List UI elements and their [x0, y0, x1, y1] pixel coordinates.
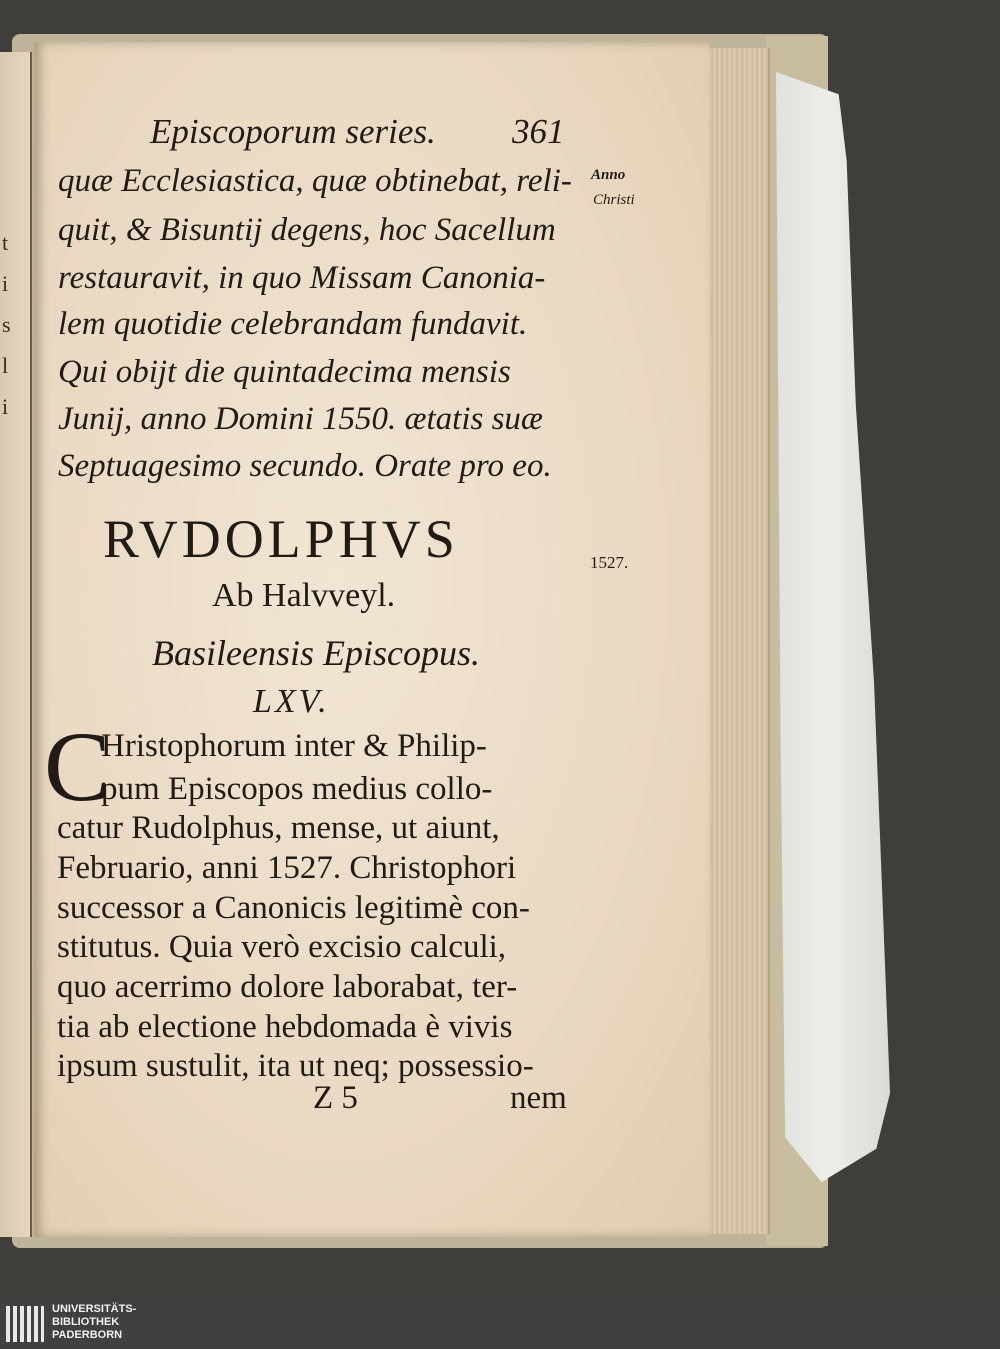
text-line: restauravit, in quo Missam Canonia-	[58, 260, 546, 296]
library-name-line: BIBLIOTHEK	[52, 1316, 120, 1328]
library-name-line: UNIVERSITÄTS-	[52, 1303, 137, 1315]
text-line: stitutus. Quia verò excisio calculi,	[57, 929, 507, 965]
text-line: quo acerrimo dolore laborabat, ter-	[57, 969, 518, 1005]
paper-slip	[776, 72, 890, 1182]
text-line: Junij, anno Domini 1550. ætatis suæ	[58, 401, 543, 437]
catchword: nem	[510, 1080, 567, 1116]
left-page-edge	[0, 52, 32, 1237]
running-title: Episcoporum series.	[150, 112, 436, 151]
text-line: Qui obijt die quintadecima mensis	[58, 354, 511, 390]
text-line: quæ Ecclesiastica, quæ obtinebat, reli-	[58, 163, 572, 199]
library-footer	[0, 1300, 1000, 1349]
text-line: ipsum sustulit, ita ut neq; possessio-	[57, 1048, 534, 1084]
text-line: Hristophorum inter & Philip-	[101, 728, 487, 764]
text-line: successor a Canonicis legitimè con-	[57, 890, 530, 926]
text-line: pum Episcopos medius collo-	[101, 771, 493, 807]
library-name-line: PADERBORN	[52, 1329, 123, 1341]
drop-cap: C	[44, 711, 111, 822]
bishop-title: Basileensis Episcopus.	[152, 633, 480, 673]
left-page-text: t i s l i	[2, 230, 11, 419]
margin-year: 1527.	[590, 553, 629, 572]
page-edges	[706, 48, 770, 1234]
margin-note-anno: Anno	[591, 167, 626, 183]
page-number: 361	[512, 112, 565, 151]
text-line: lem quotidie celebrandam fundavit.	[58, 306, 528, 342]
signature-mark: Z 5	[313, 1080, 358, 1116]
library-name	[52, 1303, 136, 1342]
text-line: tia ab electione hebdomada è vivis	[57, 1009, 513, 1045]
text-line: Septuagesimo secundo. Orate pro eo.	[58, 448, 552, 484]
bishop-name: RVDOLPHVS	[103, 509, 459, 569]
text-line: quit, & Bisuntij degens, hoc Sacellum	[58, 212, 556, 248]
text-line: catur Rudolphus, mense, ut aiunt,	[57, 810, 500, 846]
margin-note-christi: Christi	[593, 192, 635, 208]
bishop-family: Ab Halvveyl.	[212, 577, 396, 614]
text-line: Februario, anni 1527. Christophori	[57, 850, 517, 886]
bishop-number: LXV.	[253, 683, 330, 720]
library-logo-icon	[6, 1306, 44, 1342]
